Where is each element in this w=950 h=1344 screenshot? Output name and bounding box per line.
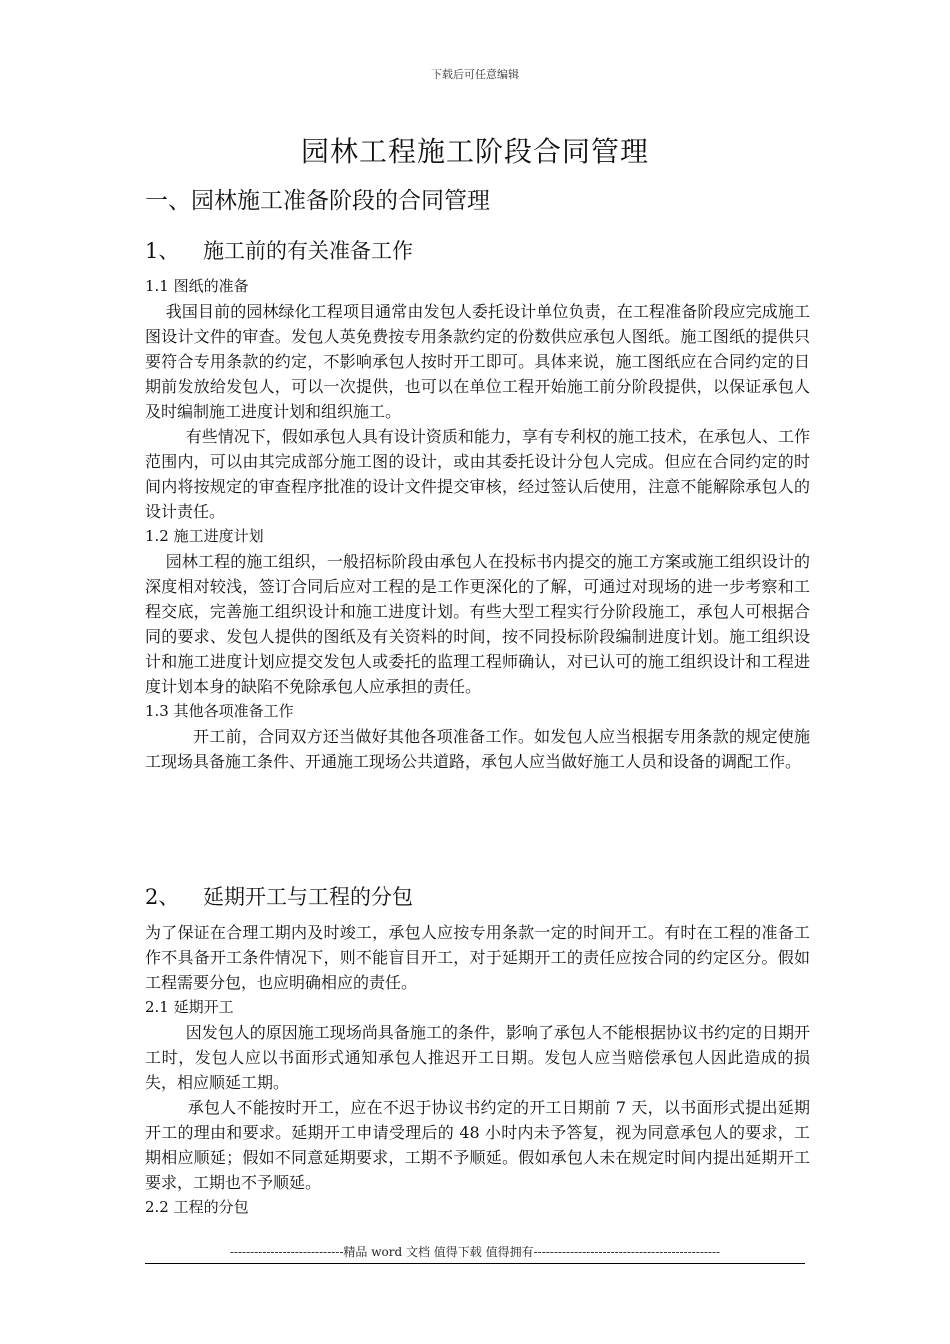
subsection-2-1-heading: 2.1 延期开工 [145,998,234,1016]
subsection-2-2-heading: 2.2 工程的分包 [145,1198,249,1216]
subsection-1-3-heading: 1.3 其他各项准备工作 [145,702,294,720]
document-title: 园林工程施工阶段合同管理 [300,135,649,168]
section-1-heading [145,235,413,265]
paragraph: 为了保证在合理工期内及时竣工，承包人应按专用条款一定的时间开工。有时在工程的准备工作不具备开工条件情况下，则不能盲目开工，对于延期开工的责任应按合同的约定区分。假如工程需要分包，也应明确相应的责任。 [145,923,810,992]
chapter-heading: 一、园林施工准备阶段的合同管理 [145,188,490,214]
section-1-title: 施工前的有关准备工作 [203,239,413,263]
paragraph: 因发包人的原因施工现场尚具备施工的条件，影响了承包人不能根据协议书约定的日期开工时，发包人应以书面形式通知承包人推迟开工日期。发包人应当赔偿承包人因此造成的损失，相应顺延工期。 [145,1023,810,1092]
paragraph: 有些情况下，假如承包人具有设计资质和能力，享有专利权的施工技术，在承包人、工作范围内，可以由其完成部分施工图的设计，或由其委托设计分包人完成。但应在合同约定的时间内将按规定的审查程序批准的设计文件提交审核，经过签认后使用，注意不能解除承包人的设计责任。 [145,427,810,521]
section-2-title: 延期开工与工程的分包 [203,885,413,909]
paragraph: 我国目前的园林绿化工程项目通常由发包人委托设计单位负责，在工程准备阶段应完成施工图设计文件的审查。发包人英免费按专用条款约定的份数供应承包人图纸。施工图纸的提供只要符合专用条款的约定，不影响承包人按时开工即可。具体来说，施工图纸应在合同约定的日期前发放给发包人，可以一次提供，也可以在单位工程开始施工前分阶段提供，以保证承包人及时编制施工进度计划和组织施工。 [145,302,810,421]
section-2-number: 2、 [145,885,180,909]
paragraph: 开工前，合同双方还当做好其他各项准备工作。如发包人应当根据专用条款的规定使施工现场具备施工条件、开通施工现场公共道路，承包人应当做好施工人员和设备的调配工作。 [145,727,810,771]
subsection-1-1-heading: 1.1 图纸的准备 [145,277,249,295]
page-header: 下载后可任意编辑 [431,68,519,81]
section-1-body [145,274,810,774]
section-1-number: 1、 [145,239,180,263]
paragraph: 承包人不能按时开工，应在不迟于协议书约定的开工日期前 7 天，以书面形式提出延期开工的理由和要求。延期开工申请受理后的 48 小时内未予答复，视为同意承包人的要求，工期相应顺延；假如不同意延期要求，工期不予顺延。假如承包人未在规定时间内提出延期开工要求，工期也不予顺延。 [145,1098,811,1192]
page-footer: ----------------------------精品 word 文档 值得下载 值得拥有---------------------------------------------- [145,1243,805,1264]
section-2-heading [145,881,413,911]
subsection-1-2-heading: 1.2 施工进度计划 [145,527,264,545]
paragraph: 园林工程的施工组织，一般招标阶段由承包人在投标书内提交的施工方案或施工组织设计的深度相对较浅，签订合同后应对工程的是工作更深化的了解，可通过对现场的进一步考察和工程交底，完善施工组织设计和施工进度计划。有些大型工程实行分阶段施工，承包人可根据合同的要求、发包人提供的图纸及有关资料的时间，按不同投标阶段编制进度计划。施工组织设计和施工进度计划应提交发包人或委托的监理工程师确认，对已认可的施工组织设计和工程进度计划本身的缺陷不免除承包人应承担的责任。 [145,552,810,696]
section-2-body [145,920,810,1220]
